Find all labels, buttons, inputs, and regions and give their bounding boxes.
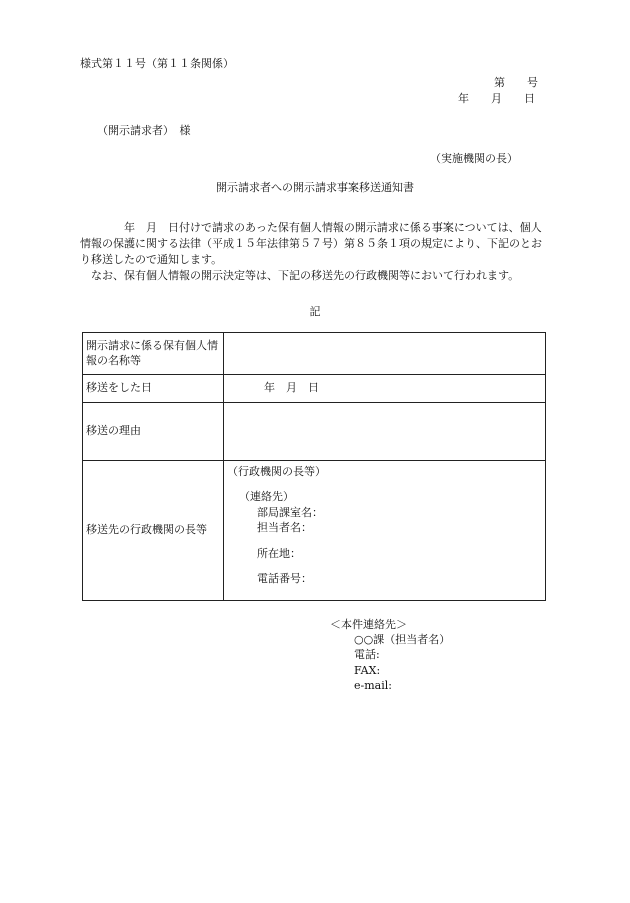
document-number: 第 号	[494, 76, 538, 89]
contact-email: e-mail:	[354, 678, 392, 692]
kigo-heading: 記	[309, 305, 321, 318]
body-paragraph-2: なお、保有個人情報の開示決定等は、下記の移送先の行政機関等において行われます。	[80, 268, 520, 282]
row-value-transfer-date: 年 月 日	[224, 375, 546, 403]
destination-address: 所在地：	[257, 546, 301, 560]
destination-department: 部局課室名：	[257, 505, 323, 519]
row-label-transfer-date: 移送をした日	[83, 375, 224, 403]
addressee: （開示請求者） 様	[97, 124, 191, 137]
row-label-info-name: 開示請求に係る保有個人情報の名称等	[83, 333, 224, 375]
destination-organization: （行政機関の長等）	[227, 465, 326, 478]
contact-section: ○○課（担当者名）	[354, 633, 451, 647]
row-value-transfer-reason	[224, 403, 546, 461]
table-row	[83, 461, 546, 601]
body-paragraph-1: 年 月 日付けで請求のあった保有個人情報の開示請求に係る事案については、個人情報の保護に関する法律（平成１５年法律第５７号）第８５条１項の規定により、下記のとおり移送したので通知します。	[80, 221, 542, 266]
table-row	[83, 333, 546, 375]
destination-contact-heading: （連絡先）	[239, 490, 294, 504]
contact-phone: 電話:	[354, 648, 380, 662]
destination-phone: 電話番号：	[257, 571, 312, 585]
row-value-info-name	[224, 333, 546, 375]
transfer-details-table	[82, 332, 546, 601]
destination-person: 担当者名：	[257, 521, 312, 535]
contact-fax: FAX:	[354, 663, 381, 677]
table-row	[83, 403, 546, 461]
body-text	[80, 220, 548, 284]
row-value-destination	[224, 461, 546, 601]
document-title: 開示請求者への開示請求事案移送通知書	[216, 181, 414, 194]
row-label-transfer-reason: 移送の理由	[83, 403, 224, 461]
contact-block	[330, 617, 450, 693]
form-number: 様式第１１号（第１１条関係）	[80, 57, 234, 70]
sender: （実施機関の長）	[430, 152, 518, 165]
row-label-destination: 移送先の行政機関の長等	[83, 461, 224, 601]
table-row	[83, 375, 546, 403]
document-date: 年 月 日	[458, 92, 535, 105]
contact-heading: ＜本件連絡先＞	[330, 618, 407, 631]
